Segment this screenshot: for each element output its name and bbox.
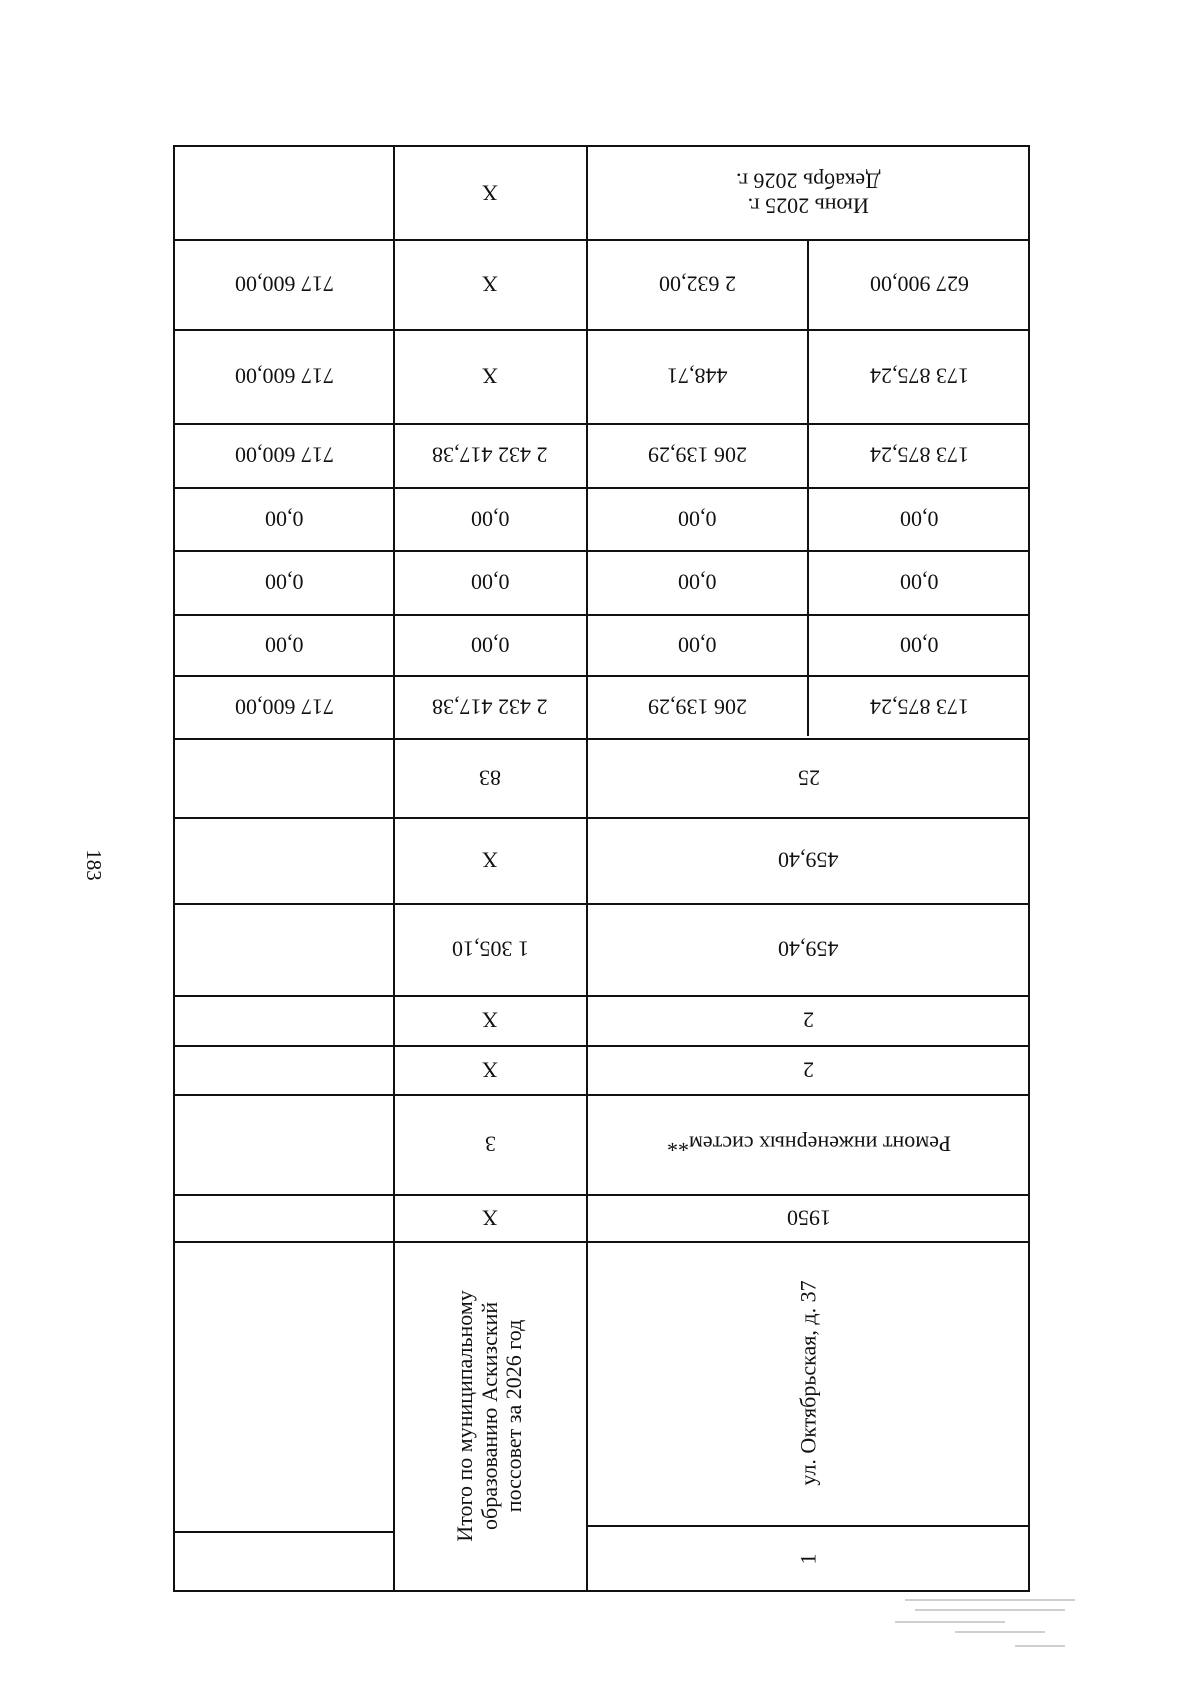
value-text: 0,00 (677, 632, 717, 658)
period-line1: Июнь 2025 г. (747, 193, 870, 219)
value-text: 717 600,00 (234, 442, 334, 468)
page-number (74, 845, 114, 885)
floors-text: X (482, 1007, 498, 1033)
floors-text: 2 (803, 1057, 814, 1083)
value-cell (587, 675, 807, 738)
floors-text: 2 (803, 1007, 814, 1033)
value-cell (394, 239, 586, 329)
year-text: X (482, 1205, 498, 1231)
value-text: X (482, 271, 498, 297)
value-cell (587, 487, 807, 550)
value-cell (175, 675, 393, 738)
summary-label-cell (394, 1241, 586, 1591)
period-line2: Декабрь 2026 г. (736, 168, 881, 193)
floors-cell (587, 1045, 1030, 1094)
value-cell (394, 550, 586, 614)
address-cell (587, 1241, 1030, 1525)
value-cell (394, 675, 586, 738)
faint-stamp-marks (895, 1595, 1095, 1655)
count-text: 83 (479, 765, 501, 791)
value-text: 0,00 (470, 632, 510, 658)
value-text: 173 875,24 (869, 363, 969, 389)
value-text: 206 139,29 (647, 442, 747, 468)
value-cell (394, 329, 586, 423)
value-cell (808, 487, 1030, 550)
work-type-cell (587, 1094, 1030, 1194)
summary-line3: поссовет за 2026 год (501, 1319, 527, 1513)
value-cell (587, 423, 807, 487)
value-cell (394, 423, 586, 487)
value-text: 0,00 (899, 506, 939, 532)
summary-line1: Итого по муниципальному (452, 1290, 478, 1542)
address-index: 1 (795, 1553, 821, 1564)
area-cell (394, 903, 586, 995)
value-text: 0,00 (899, 632, 939, 658)
value-text: 173 875,24 (869, 442, 969, 468)
floors-cell (394, 1045, 586, 1094)
value-cell (175, 329, 393, 423)
area-text: 1 305,10 (451, 936, 529, 962)
value-text: 2 632,00 (658, 271, 736, 297)
value-cell (587, 550, 807, 614)
year-cell (587, 1194, 1030, 1241)
area-text: 459,40 (778, 936, 839, 962)
value-cell (394, 614, 586, 675)
summary-line2: образованию Аскизский (476, 1301, 502, 1531)
value-cell (808, 550, 1030, 614)
row-divider (175, 1531, 394, 1533)
area-cell (587, 817, 1030, 903)
work-type-text: Ремонт инженерных систем** (666, 1131, 951, 1157)
value-cell (175, 487, 393, 550)
period-total-cell (394, 147, 586, 239)
area-text: 459,40 (778, 847, 839, 873)
value-cell (808, 329, 1030, 423)
value-text: 717 600,00 (234, 271, 334, 297)
value-cell (175, 550, 393, 614)
period-cell (587, 147, 1030, 239)
value-text: 0,00 (264, 569, 304, 595)
value-text: 2 432 417,38 (432, 442, 548, 468)
value-cell (808, 675, 1030, 738)
value-text: 0,00 (264, 632, 304, 658)
value-text: 2 432 417,38 (432, 694, 548, 720)
value-text: 0,00 (677, 569, 717, 595)
floors-cell (587, 995, 1030, 1045)
value-cell (808, 239, 1030, 329)
address-street: ул. Октябрьская, д. 37 (795, 1280, 821, 1486)
x-mark: X (482, 180, 498, 206)
value-cell (587, 239, 807, 329)
value-cell (175, 614, 393, 675)
area-cell (394, 817, 586, 903)
value-text: 627 900,00 (869, 271, 969, 297)
value-cell (808, 614, 1030, 675)
value-cell (587, 614, 807, 675)
work-type-cell (394, 1094, 586, 1194)
value-text: 717 600,00 (234, 694, 334, 720)
value-text: 0,00 (677, 506, 717, 532)
value-text: 0,00 (899, 569, 939, 595)
work-type-text: 3 (484, 1131, 496, 1157)
value-text: 0,00 (470, 569, 510, 595)
value-text: 173 875,24 (869, 694, 969, 720)
value-cell (394, 487, 586, 550)
count-cell (587, 738, 1030, 817)
page-number-text: 183 (82, 849, 107, 881)
index-cell (587, 1526, 1030, 1591)
value-cell (808, 423, 1030, 487)
value-text: 206 139,29 (647, 694, 747, 720)
value-cell (587, 329, 807, 423)
count-cell (394, 738, 586, 817)
value-text: 0,00 (470, 506, 510, 532)
value-text: 717 600,00 (234, 363, 334, 389)
year-text: 1950 (786, 1205, 831, 1231)
value-cell (175, 239, 393, 329)
value-text: X (482, 363, 498, 389)
year-cell (394, 1194, 586, 1241)
budget-table (173, 145, 1030, 1592)
area-text: X (482, 847, 498, 873)
floors-cell (394, 995, 586, 1045)
value-text: 448,71 (666, 363, 728, 389)
value-cell (175, 423, 393, 487)
count-text: 25 (797, 765, 820, 791)
value-text: 0,00 (264, 506, 304, 532)
area-cell (587, 903, 1030, 995)
floors-text: X (482, 1057, 498, 1083)
